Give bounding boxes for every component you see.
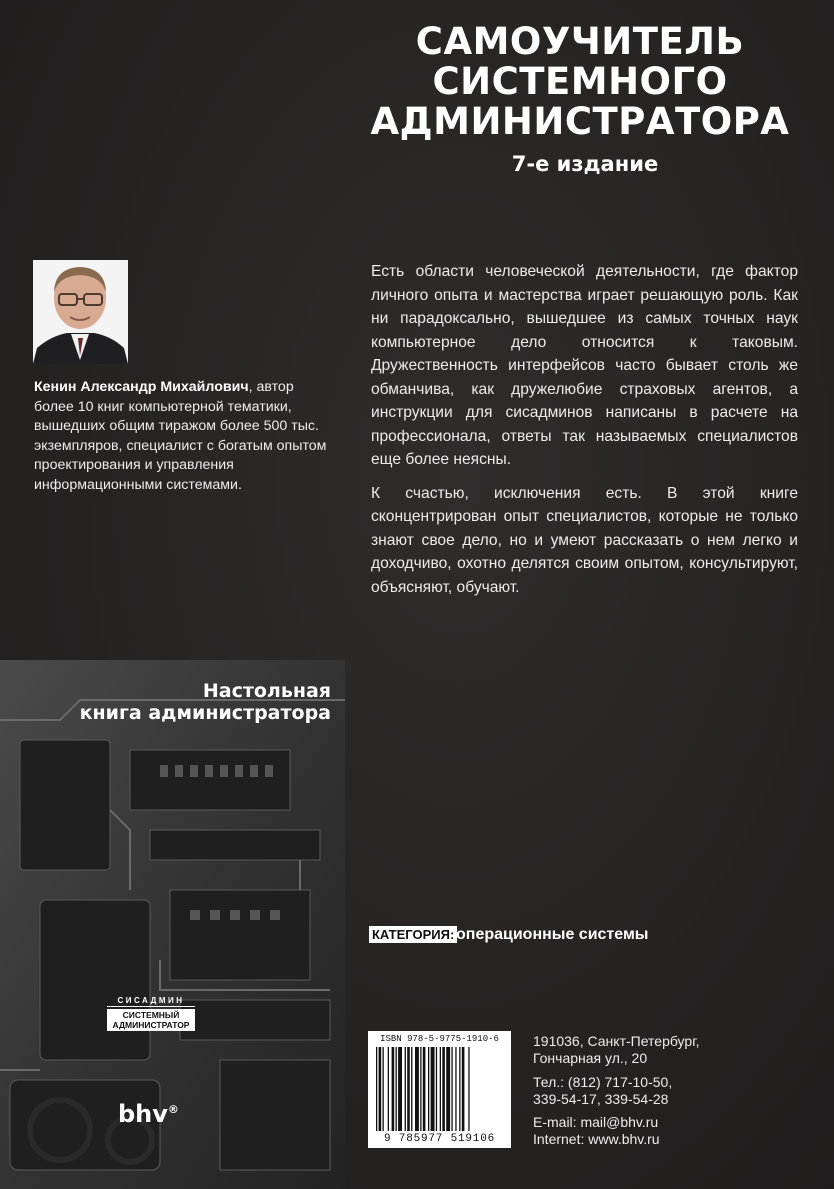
series-logo-line-1: СИСТЕМНЫЙ — [122, 1010, 180, 1020]
description-paragraph-1: Есть области человеческой деятельности, где фактор личного опыта и мастерства играет решающую роль. Как ни парадоксально, вышедшее из самых точных наук компьютерное дело относится к таковым. Дружественность интерфейсов часто бывает столь же обманчива, как дружелюбие страховых агентов, а инструкции для сисадминов написаны в расчете на профессионала, ответы так называемых специалистов еще более неясны. — [371, 263, 798, 468]
email-link[interactable]: E-mail: mail@bhv.ru — [533, 1114, 659, 1131]
series-logo-line-2: АДМИНИСТРАТОР — [112, 1020, 190, 1030]
series-logo-top: СИСАДМИН — [107, 996, 195, 1007]
publisher-contacts — [533, 1033, 823, 1149]
phone-line-1: Тел.: (812) 717-10-50, — [533, 1073, 673, 1090]
barcode-bars — [368, 1031, 511, 1148]
series-title-line-1: Настольная — [202, 680, 331, 702]
author-portrait-image — [33, 260, 128, 364]
author-bio — [34, 378, 334, 495]
title-line-3: АДМИНИСТРАТОРА — [370, 100, 790, 143]
edition-label: 7-е издание — [511, 152, 659, 176]
publisher-logo-text: bhv — [118, 1100, 168, 1128]
publisher-logo — [118, 1100, 179, 1128]
series-logo — [107, 996, 195, 1031]
phone-line-2: 339-54-17, 339-54-28 — [533, 1090, 669, 1107]
series-logo-box — [107, 1009, 195, 1031]
ean-number: 9 785977 519106 — [383, 1133, 496, 1145]
author-photo — [33, 260, 128, 364]
author-name: Кенин Александр Михайлович — [34, 379, 249, 395]
author-bio-text: , автор более 10 книг компьютерной тематики, вышедших общим тиражом более 500 тыс. экземпляров, специалист с богатым опытом проектирования и управления информационными системами. — [34, 379, 327, 493]
title-line-2: СИСТЕМНОГО — [432, 60, 728, 103]
series-title-line-2: книга администратора — [79, 702, 331, 724]
website-link[interactable]: Internet: www.bhv.ru — [533, 1131, 660, 1148]
category-label: КАТЕГОРИЯ: — [369, 926, 457, 943]
address-city: 191036, Санкт-Петербург, — [533, 1033, 700, 1049]
isbn-barcode — [368, 1031, 511, 1148]
series-title — [80, 680, 331, 724]
isbn-number: ISBN 978-5-9775-1910-6 — [380, 1034, 499, 1044]
book-description — [371, 260, 798, 609]
book-title — [350, 22, 810, 142]
category-value: операционные системы — [456, 926, 649, 943]
address-street: Гончарная ул., 20 — [533, 1050, 648, 1067]
description-paragraph-2: К счастью, исключения есть. В этой книге сконцентрирован опыт специалистов, которые не только знают свое дело, но и умеют рассказать о нем легко и доходчиво, охотно делятся своим опытом, консультируют, объясняют, обучают. — [371, 484, 798, 596]
registered-mark: ® — [167, 1103, 179, 1116]
title-line-1: САМОУЧИТЕЛЬ — [415, 20, 745, 63]
